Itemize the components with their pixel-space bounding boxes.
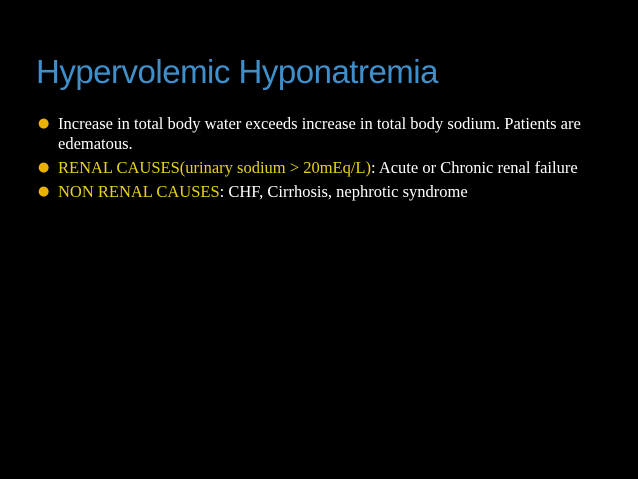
bullet-item [34,182,594,202]
bullet-icon: ● [38,116,50,131]
bullet-list [34,114,594,206]
bullet-icon: ● [38,184,50,199]
bullet-highlight: NON RENAL CAUSES [58,182,220,201]
bullet-text: : CHF, Cirrhosis, nephrotic syndrome [219,182,468,201]
bullet-text: Increase in total body water exceeds increase in total body sodium. Patients are edematous. [58,114,581,153]
bullet-highlight: RENAL CAUSES(urinary sodium > 20mEq/L) [58,158,372,177]
bullet-item [34,158,594,178]
slide-title: Hypervolemic Hyponatremia [36,53,438,90]
bullet-icon: ● [38,160,50,175]
bullet-item [34,114,594,154]
bullet-text: : Acute or Chronic renal failure [371,158,578,177]
